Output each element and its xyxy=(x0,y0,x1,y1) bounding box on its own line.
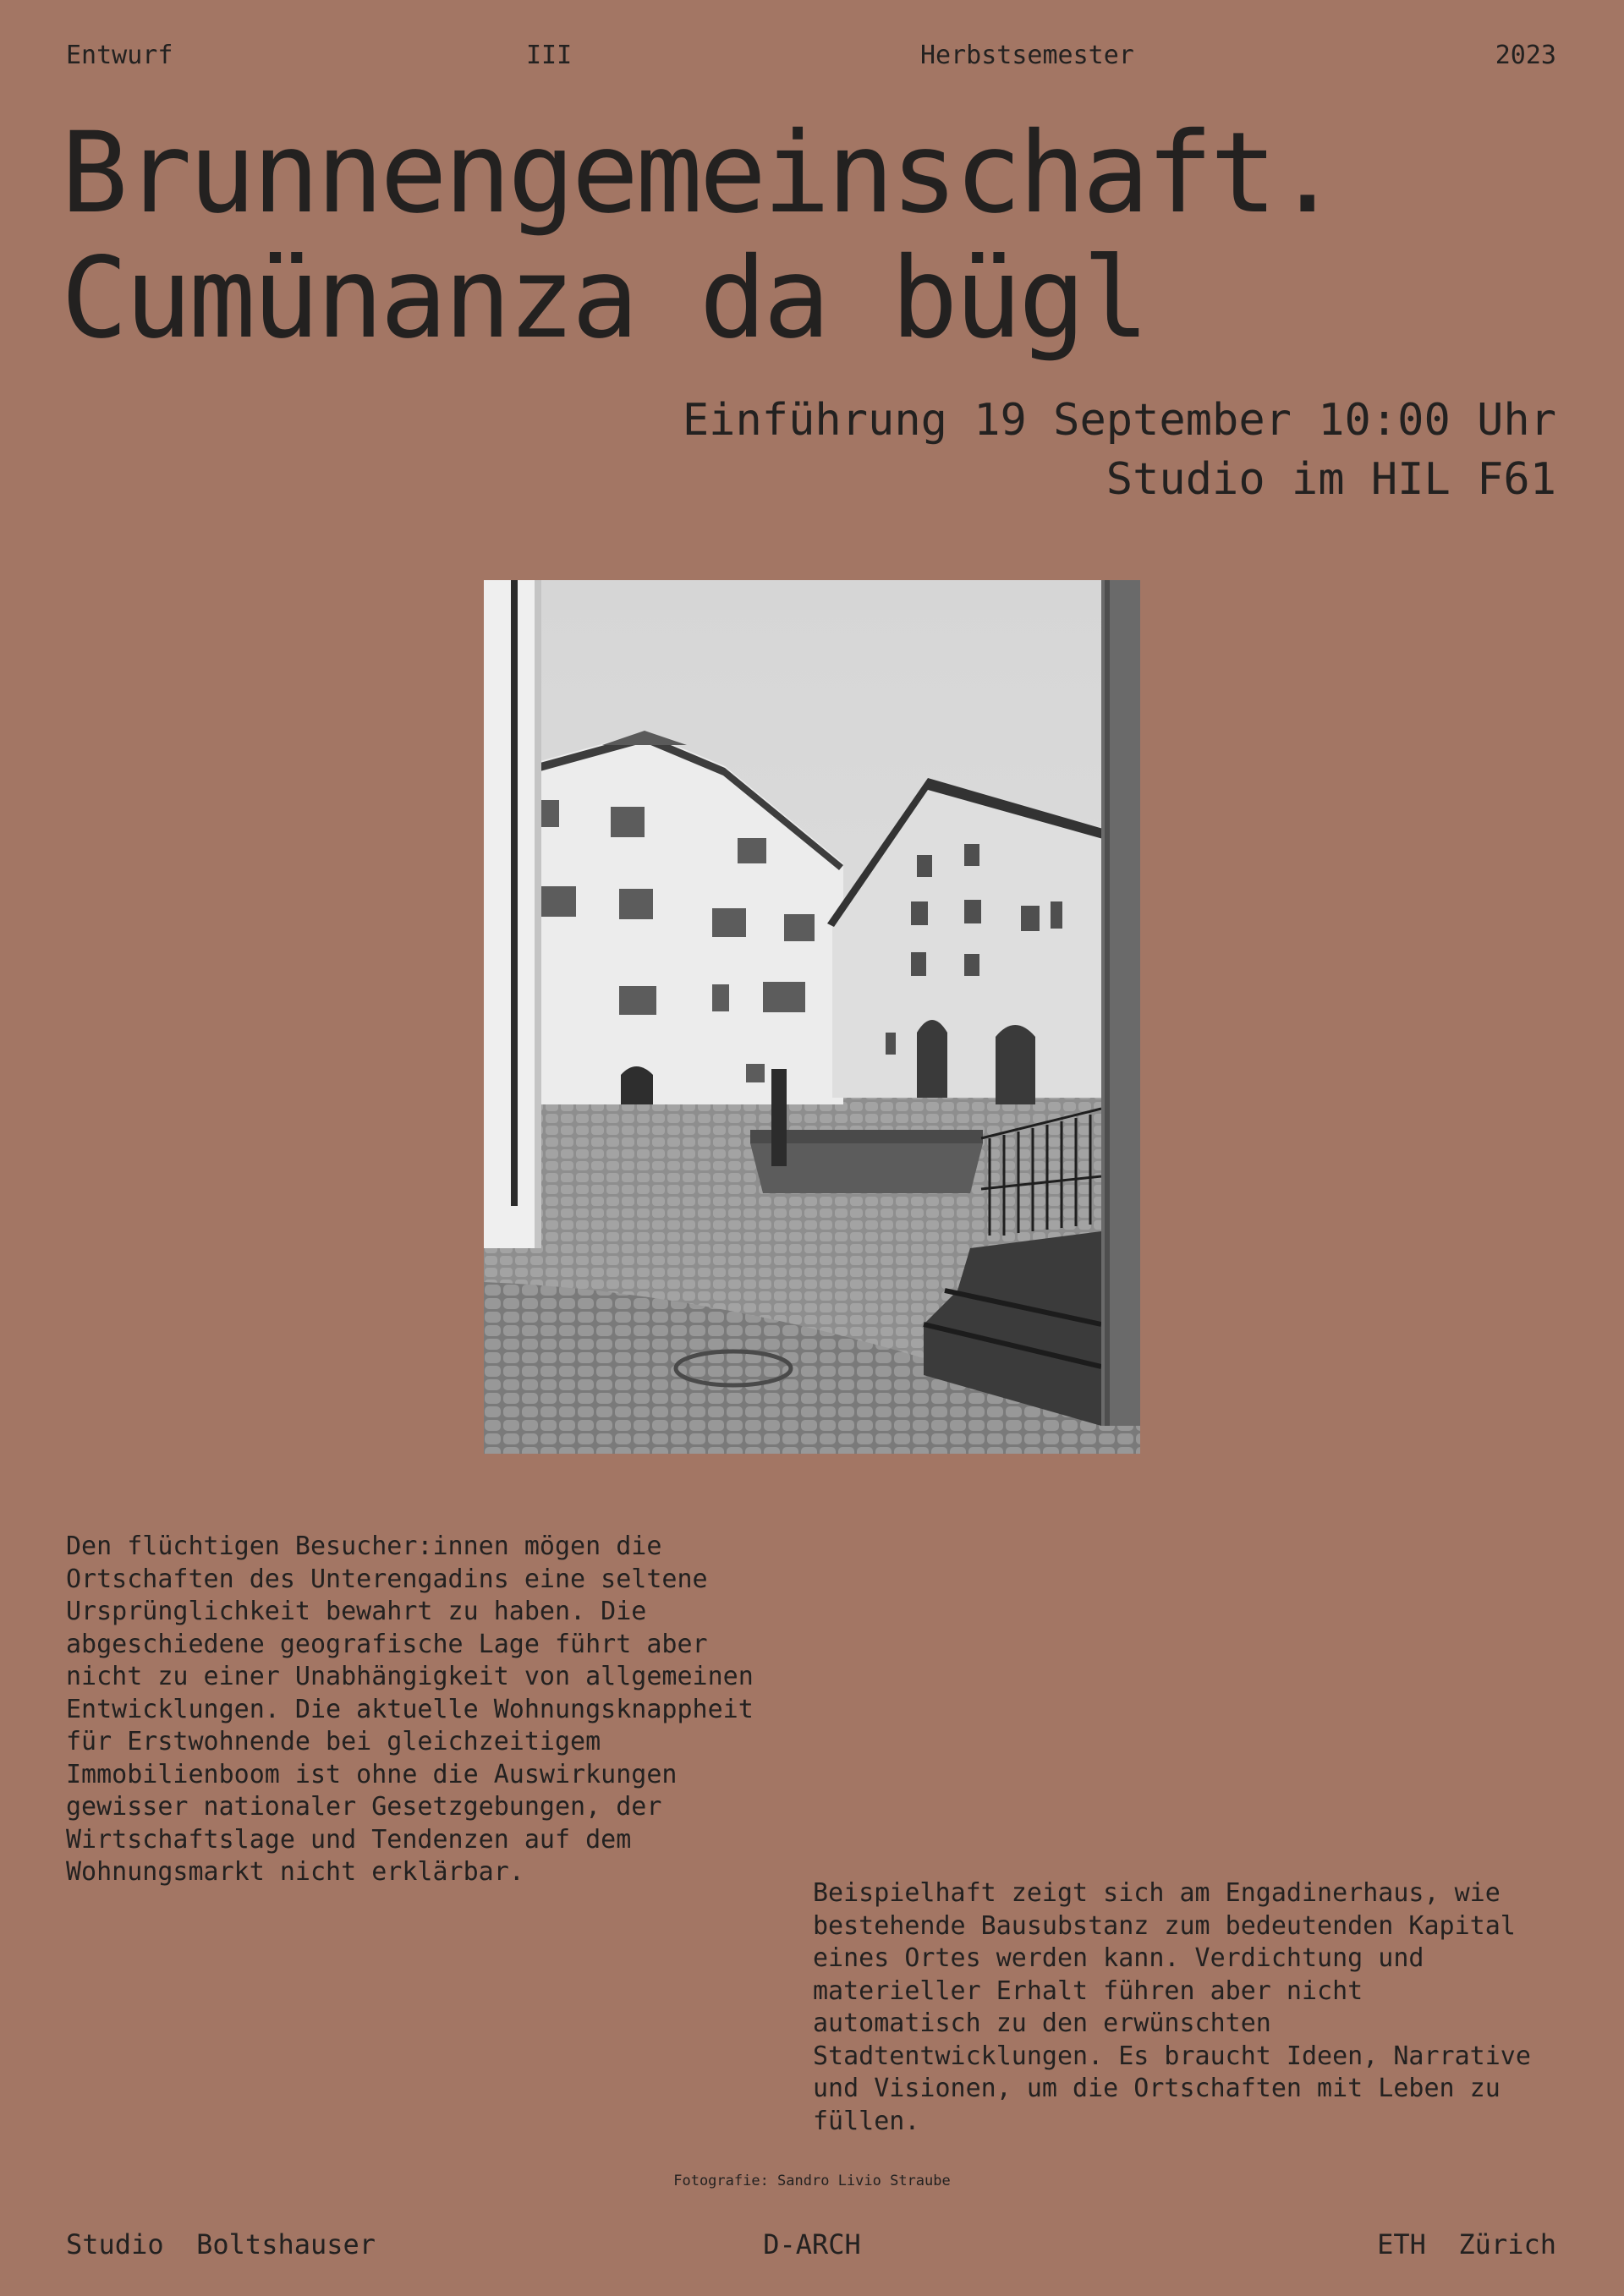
footer-department: D-ARCH xyxy=(763,2228,861,2260)
photo-credit: Fotografie: Sandro Livio Straube xyxy=(673,2173,951,2189)
footer-studio: Studio Boltshauser xyxy=(66,2228,376,2260)
footer-institution: ETH Zürich xyxy=(1377,2228,1556,2260)
page-title-line-2: Cumünanza da bügl xyxy=(61,233,1147,364)
course-type: Entwurf xyxy=(66,41,173,70)
semester-label: Herbstsemester xyxy=(920,41,1134,70)
body-paragraph-2: Beispielhaft zeigt sich am Engadinerhaus, wie bestehende Bausubstanz zum bedeutenden Kapital eines Ortes werden kann. Verdichtung und materieller Erhalt führen aber nicht automatisch zu den erwünschten Stadtentwicklungen. Es braucht Ideen, Narrative und Visionen, um die Ortschaften mit Leben zu füllen. xyxy=(813,1878,1531,2136)
course-number: III xyxy=(526,41,573,70)
year-label: 2023 xyxy=(1495,41,1556,70)
village-square-photo xyxy=(484,580,1140,1454)
page-title-line-1: Brunnengemeinschaft. xyxy=(61,108,1338,238)
introduction-date: Einführung 19 September 10:00 Uhr xyxy=(682,395,1556,446)
introduction-location: Studio im HIL F61 xyxy=(1106,454,1556,505)
body-paragraph-1: Den flüchtigen Besucher:innen mögen die Ortschaften des Unterengadins eine seltene Ursprünglichkeit bewahrt zu haben. Die abgeschiedene geografische Lage führt aber nicht zu einer Unabhängigkeit von allgemeinen Entwicklungen. Die aktuelle Wohnungsknappheit für Erstwohnende bei gleichzeitigem Immobilienboom ist ohne die Auswirkungen gewisser nationaler Gesetzgebungen, der Wirtschaftslage und Tendenzen auf dem Wohnungsmarkt nicht erklärbar. xyxy=(66,1532,754,1887)
